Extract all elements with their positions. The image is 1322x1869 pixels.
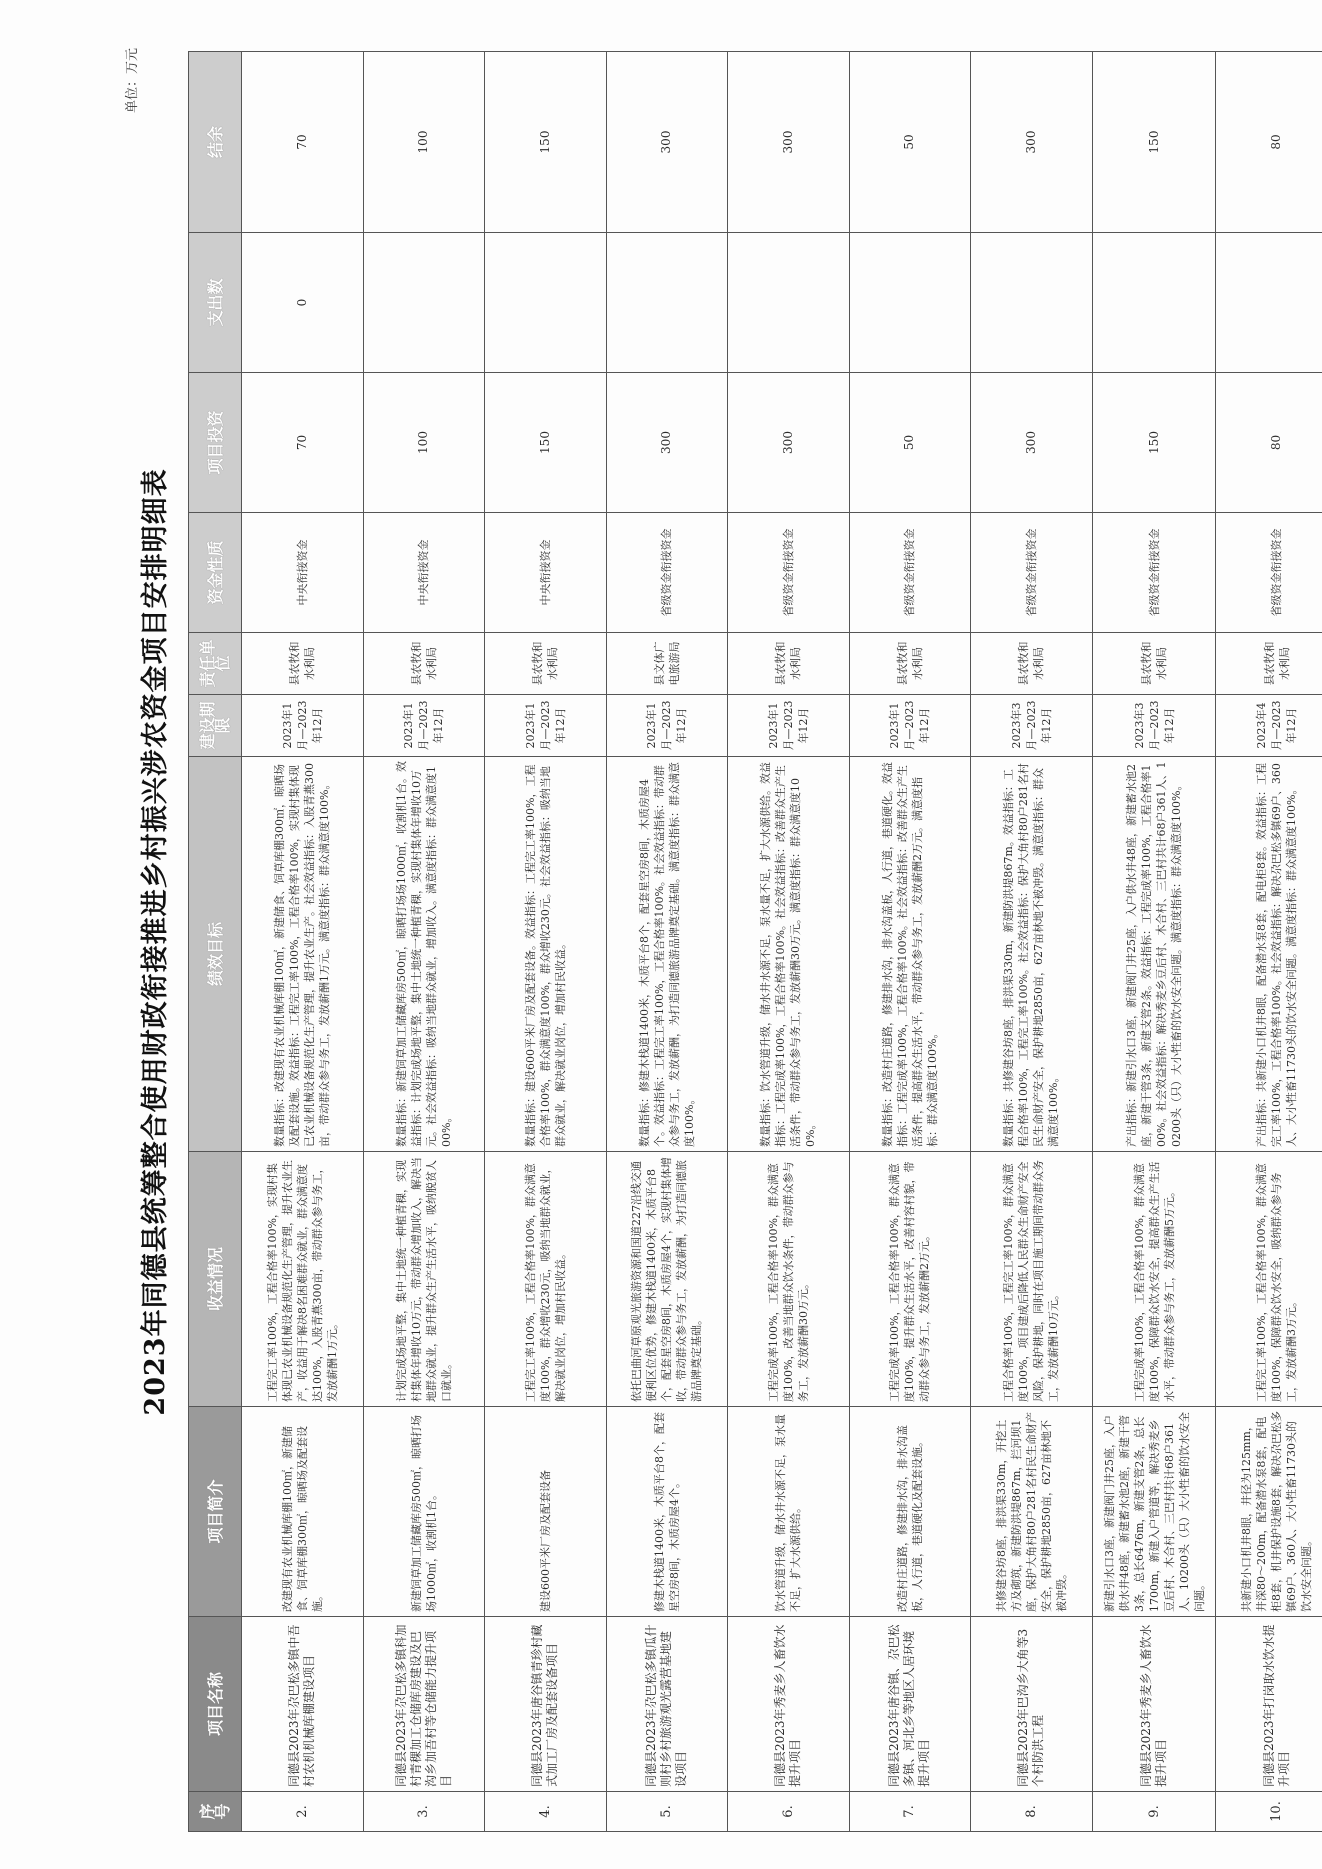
cell-balance: 70 <box>242 52 364 233</box>
cell-fund-nature: 中央衔接资金 <box>485 513 607 633</box>
cell-name: 同德县2023年打岗取水饮水提升项目 <box>1216 1617 1322 1792</box>
cell-investment: 300 <box>728 373 850 513</box>
cell-benefit: 计划完成场地平整，集中土地统一种植青稞，实现村集体年增收10万元，带动群众增加收入，解决当地群众就业，提升群众生产生活水平，吸纳脱贫人口就业。 <box>363 1152 485 1407</box>
header-intro: 项目简介 <box>189 1407 242 1617</box>
cell-name: 同德县2023年尕巴松多镇瓜什则村乡村旅游观光露营基地建设项目 <box>606 1617 728 1792</box>
cell-investment: 150 <box>1092 373 1216 513</box>
cell-investment: 50 <box>849 373 971 513</box>
table-row <box>242 52 364 1832</box>
cell-seq: 6. <box>728 1792 850 1832</box>
cell-balance: 100 <box>363 52 485 233</box>
cell-intro: 修建木栈道1400米，木质平台8个，配套星空房8间，木质房屋4个。 <box>606 1407 728 1617</box>
cell-expenditure <box>485 233 607 373</box>
cell-intro: 改造村庄道路，修建排水沟，排水沟盖板，人行道，巷道硬化及配套设施。 <box>849 1407 971 1617</box>
cell-expenditure: 0 <box>242 233 364 373</box>
cell-fund-nature: 省级资金衔接资金 <box>971 513 1093 633</box>
cell-balance: 300 <box>728 52 850 233</box>
cell-benefit: 工程合格率100%，工程完工率100%，群众满意度100%，项目建成后降低人民群众生命财产安全风险，保护耕地，同时在项目施工期间带动群众务工，发放薪酬10万元。 <box>971 1152 1093 1407</box>
header-row <box>189 52 242 1832</box>
cell-seq: 3. <box>363 1792 485 1832</box>
header-seq: 序号 <box>189 1792 242 1832</box>
cell-performance: 数量指标：建设600平米厂房及配套设备。效益指标：工程完工率100%，工程合格率100%，群众满意度100%，群众增收230元。社会效益指标：吸纳当地群众就业，解决就业岗位，增加村民收益。 <box>485 757 607 1152</box>
cell-unit: 县农牧和水利局 <box>485 633 607 695</box>
header-name: 项目名称 <box>189 1617 242 1792</box>
cell-name: 同德县2023年秀麦乡人畜饮水提升项目 <box>1092 1617 1216 1792</box>
cell-unit: 县农牧和水利局 <box>242 633 364 695</box>
cell-expenditure <box>1216 233 1322 373</box>
header-balance: 结余 <box>189 52 242 233</box>
cell-performance: 产出指标：共新建小口机井8眼，配备潜水泵8套，配电柜8套。效益指标：工程完工率100%，工程合格率100%。社会效益指标：解决尕巴松多镇69户、360人、大小牲畜11730头的饮水安全问题。满意度指标：群众满意度100%。 <box>1216 757 1322 1152</box>
cell-fund-nature: 中央衔接资金 <box>363 513 485 633</box>
cell-fund-nature: 省级资金衔接资金 <box>728 513 850 633</box>
cell-period: 2023年3月—2023年12月 <box>971 695 1093 757</box>
cell-unit: 县文体广电旅游局 <box>606 633 728 695</box>
cell-balance: 300 <box>971 52 1093 233</box>
cell-seq: 2. <box>242 1792 364 1832</box>
table-row <box>1216 52 1322 1832</box>
cell-investment: 70 <box>242 373 364 513</box>
cell-balance: 80 <box>1216 52 1322 233</box>
table-row <box>485 52 607 1832</box>
cell-investment: 300 <box>606 373 728 513</box>
header-expenditure: 支出数 <box>189 233 242 373</box>
document-title: 2023年同德县统筹整合使用财政衔接推进乡村振兴涉农资金项目安排明细表 <box>140 468 171 1416</box>
cell-benefit: 工程完工率100%，工程合格率100%，群众满意度100%，保障群众饮水安全，吸纳群众参与务工，发放薪酬3万元。 <box>1216 1152 1322 1407</box>
cell-expenditure <box>1092 233 1216 373</box>
cell-seq: 10. <box>1216 1792 1322 1832</box>
table-row <box>971 52 1093 1832</box>
cell-performance: 产出指标：新建引水口3座，新建阀门井25座，入户供水井48座，新建蓄水池2座，新建干管3条，新建支管2条。效益指标：工程完成率100%，工程合格率100%。社会效益指标：解决秀麦乡豆后村、木合村、三巴村共计68户361人、10200头（只）大小牲畜的饮水安全问题。满意度指标：群众满意度100%。 <box>1092 757 1216 1152</box>
cell-balance: 150 <box>485 52 607 233</box>
cell-performance: 数量指标：新建饲草加工储藏库房500㎡，晾晒打场场1000㎡，收割机1台。效益指标：计划完成场地平整，集中土地统一种植青稞，实现村集体年增收10万元。社会效益指标：吸纳当地群众就业，增加收入。满意度指标：群众满意度100%。 <box>363 757 485 1152</box>
cell-expenditure <box>849 233 971 373</box>
cell-period: 2023年1月—2023年12月 <box>242 695 364 757</box>
cell-seq: 9. <box>1092 1792 1216 1832</box>
cell-period: 2023年3月—2023年12月 <box>1092 695 1216 757</box>
cell-seq: 7. <box>849 1792 971 1832</box>
cell-investment: 150 <box>485 373 607 513</box>
cell-fund-nature: 省级资金衔接资金 <box>1092 513 1216 633</box>
cell-name: 同德县2023年巴沟乡大角等3个村防洪工程 <box>971 1617 1093 1792</box>
project-table-wrap <box>188 52 1322 1832</box>
cell-fund-nature: 省级资金衔接资金 <box>606 513 728 633</box>
cell-intro: 新建引水口3座，新建阀门井25座，入户供水井48座，新建蓄水池2座，新建干管3条，总长6476m，新建支管2条，总长1700m，新建入户管道等，解决秀麦乡豆后村、木合村、三巴村共计68户361人、10200头（只）大小牲畜的饮水安全问题。 <box>1092 1407 1216 1617</box>
header-investment: 项目投资 <box>189 373 242 513</box>
cell-unit: 县农牧和水利局 <box>1092 633 1216 695</box>
cell-period: 2023年1月—2023年12月 <box>728 695 850 757</box>
cell-benefit: 依托巴曲河草原观光旅游资源和国道227沿线交通便利区位优势，修建木栈道1400米，木质平台8个，配套星空房8间，木质房屋4个，实现村集体增收，带动群众参与务工，发放薪酬，为打造同德旅游品牌奠定基础。 <box>606 1152 728 1407</box>
cell-period: 2023年1月—2023年12月 <box>363 695 485 757</box>
cell-investment: 300 <box>971 373 1093 513</box>
table-row <box>363 52 485 1832</box>
cell-intro: 共新建小口机井8眼，井径为125mm，井深80～200m，配备潜水泵8套，配电柜8套，机井保护设施8套，解决尕巴松多镇69户、360人、大小牲畜11730头的饮水安全问题。 <box>1216 1407 1322 1617</box>
header-fund-nature: 资金性质 <box>189 513 242 633</box>
cell-name: 同德县2023年尕巴松多镇中吾村农机机械库棚建设项目 <box>242 1617 364 1792</box>
cell-fund-nature: 中央衔接资金 <box>242 513 364 633</box>
header-performance: 绩效目标 <box>189 757 242 1152</box>
cell-performance: 数量指标：饮水管道升级，储水井水源不足，泵水量不足，扩大水源供给。效益指标：工程完成率100%，工程合格率100%。社会效益指标：改善群众生产生活条件，带动群众参与务工，发放薪酬30万元。满意度指标：群众满意度100%。 <box>728 757 850 1152</box>
cell-intro: 新建饲草加工储藏库房500㎡，晾晒打场场1000㎡，收割机1台。 <box>363 1407 485 1617</box>
cell-balance: 150 <box>1092 52 1216 233</box>
cell-intro: 建设600平米厂房及配套设备 <box>485 1407 607 1617</box>
cell-intro: 饮水管道升级，储水井水源不足，泵水量不足，扩大水源供给。 <box>728 1407 850 1617</box>
cell-balance: 300 <box>606 52 728 233</box>
cell-unit: 县农牧和水利局 <box>849 633 971 695</box>
cell-performance: 数量指标：共修建谷坊8座，排洪渠330m，新建防洪堤867m。效益指标：工程合格率100%，工程完工率100%。社会效益指标：保护大角村80户281名村民生命财产安全，保护耕地2850亩，627亩林地不被冲毁。满意度指标：群众满意度100%。 <box>971 757 1093 1152</box>
header-unit: 责任单位 <box>189 633 242 695</box>
cell-period: 2023年1月—2023年12月 <box>485 695 607 757</box>
cell-performance: 数量指标：改造村庄道路，修建排水沟，排水沟盖板，人行道，巷道硬化。效益指标：工程完成率100%，工程合格率100%。社会效益指标：改善群众生产生活条件，提高群众生活水平，带动群众参与务工，发放薪酬2万元。满意度指标：群众满意度100%。 <box>849 757 971 1152</box>
rotated-sheet <box>113 42 1322 1842</box>
cell-period: 2023年1月—2023年12月 <box>849 695 971 757</box>
cell-period: 2023年1月—2023年12月 <box>606 695 728 757</box>
project-table <box>188 51 1322 1832</box>
cell-name: 同德县2023年唐谷镇、尕巴松多镇、河北乡等地区人居环境提升项目 <box>849 1617 971 1792</box>
cell-benefit: 工程完成率100%，工程合格率100%，群众满意度100%，改善当地群众饮水条件，带动群众参与务工，发放薪酬30万元。 <box>728 1152 850 1407</box>
cell-expenditure <box>606 233 728 373</box>
cell-fund-nature: 省级资金衔接资金 <box>1216 513 1322 633</box>
cell-seq: 8. <box>971 1792 1093 1832</box>
cell-fund-nature: 省级资金衔接资金 <box>849 513 971 633</box>
cell-unit: 县农牧和水利局 <box>363 633 485 695</box>
cell-expenditure <box>971 233 1093 373</box>
table-row <box>728 52 850 1832</box>
cell-expenditure <box>728 233 850 373</box>
cell-name: 同德县2023年尕巴松多镇科加村青稞加工仓储库房建设及巴沟乡加吾村等仓储能力提升项目 <box>363 1617 485 1792</box>
cell-seq: 4. <box>485 1792 607 1832</box>
cell-investment: 100 <box>363 373 485 513</box>
header-benefit: 收益情况 <box>189 1152 242 1407</box>
cell-benefit: 工程完成率100%，工程合格率100%，群众满意度100%，提升群众生活水平，改善村容村貌，带动群众参与务工，发放薪酬2万元。 <box>849 1152 971 1407</box>
table-row <box>1092 52 1216 1832</box>
cell-seq: 5. <box>606 1792 728 1832</box>
cell-unit: 县农牧和水利局 <box>971 633 1093 695</box>
cell-balance: 50 <box>849 52 971 233</box>
cell-benefit: 工程完成率100%，工程合格率100%，群众满意度100%，保障群众饮水安全，提高群众生产生活水平，带动群众参与务工，发放薪酬5万元。 <box>1092 1152 1216 1407</box>
cell-benefit: 工程完工率100%，工程合格率100%，群众满意度100%，群众增收230元，吸纳当地群众就业，解决就业岗位，增加村民收益。 <box>485 1152 607 1407</box>
table-row <box>849 52 971 1832</box>
cell-name: 同德县2023年秀麦乡人畜饮水提升项目 <box>728 1617 850 1792</box>
cell-name: 同德县2023年唐谷镇青珍村藏式加工厂房及配套设备项目 <box>485 1617 607 1792</box>
cell-unit: 县农牧和水利局 <box>1216 633 1322 695</box>
cell-expenditure <box>363 233 485 373</box>
cell-unit: 县农牧和水利局 <box>728 633 850 695</box>
cell-investment: 80 <box>1216 373 1322 513</box>
cell-benefit: 工程完工率100%，工程合格率100%，实现村集体现已农业机械设备规范化生产管理，提升农业生产，收益用于解决8名困难群众就业，群众满意度达100%，入股青燕300亩，带动群众参与务工，发放薪酬1万元。 <box>242 1152 364 1407</box>
cell-performance: 数量指标：修建木栈道1400米，木质平台8个，配套星空房8间，木质房屋4个。效益指标：工程完工率100%，工程合格率100%。社会效益指标：带动群众参与务工，发放薪酬，为打造同德旅游品牌奠定基础。满意度指标：群众满意度100%。 <box>606 757 728 1152</box>
table-row <box>606 52 728 1832</box>
cell-performance: 数量指标：改建现有农业机械库棚100㎡，新建储食、饲草库棚300㎡，晾晒场及配套设施。效益指标：工程完工率100%，工程合格率100%，实现村集体现已农业机械设备规范化生产管理，提升农业生产。社会效益指标：入股青燕300亩，带动群众参与务工，发放薪酬1万元。满意度指标：群众满意度100%。 <box>242 757 364 1152</box>
header-period: 建设期限 <box>189 695 242 757</box>
cell-intro: 改建现有农业机械库棚100㎡，新建储食、饲草库棚300㎡，晾晒场及配套设施。 <box>242 1407 364 1617</box>
unit-label: 单位：万元 <box>125 48 140 114</box>
cell-intro: 共修建谷坊8座，排洪渠330m，开挖土方及砌筑，新建防洪堤867m，拦河坝1座，保护大角村80户281名村民生命财产安全，保护耕地2850亩，627亩林地不被冲毁。 <box>971 1407 1093 1617</box>
table-body <box>242 52 1322 1832</box>
cell-period: 2023年4月—2023年12月 <box>1216 695 1322 757</box>
